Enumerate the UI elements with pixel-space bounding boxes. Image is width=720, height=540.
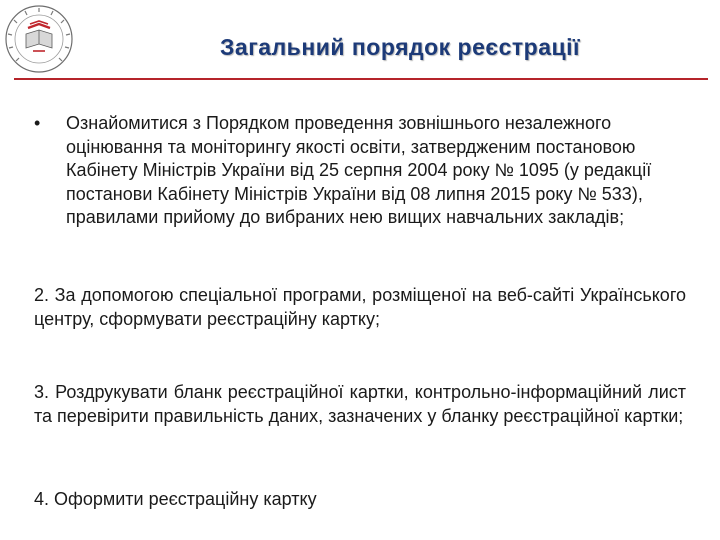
bullet-item-text: Ознайомитися з Порядком проведення зовнішнього незалежного оцінювання та моніторингу якості освіти, затвердженим постановою Кабінету Міністрів України від 25 серпня 2004 року № 1095 (у редакції постанови Кабінету Міністрів України від 08 липня 2015 року № 533), правилами прийому до вибраних нею вищих навчальних закладів; [66,113,652,228]
step-2-text: 2. За допомогою спеціальної програми, розміщеної на веб-сайті Українського центру, сформувати реєстраційну картку; [34,285,686,329]
step-3-text: 3. Роздрукувати бланк реєстраційної картки, контрольно-інформаційний лист та перевірити правильність даних, зазначених у бланку реєстраційної картки; [34,382,686,426]
page-title: Загальний порядок реєстрації [220,34,580,60]
title-divider [14,78,708,80]
emblem-icon [4,4,74,74]
step-4-text: 4. Оформити реєстраційну картку [34,489,317,509]
bullet-marker: • [34,113,41,133]
